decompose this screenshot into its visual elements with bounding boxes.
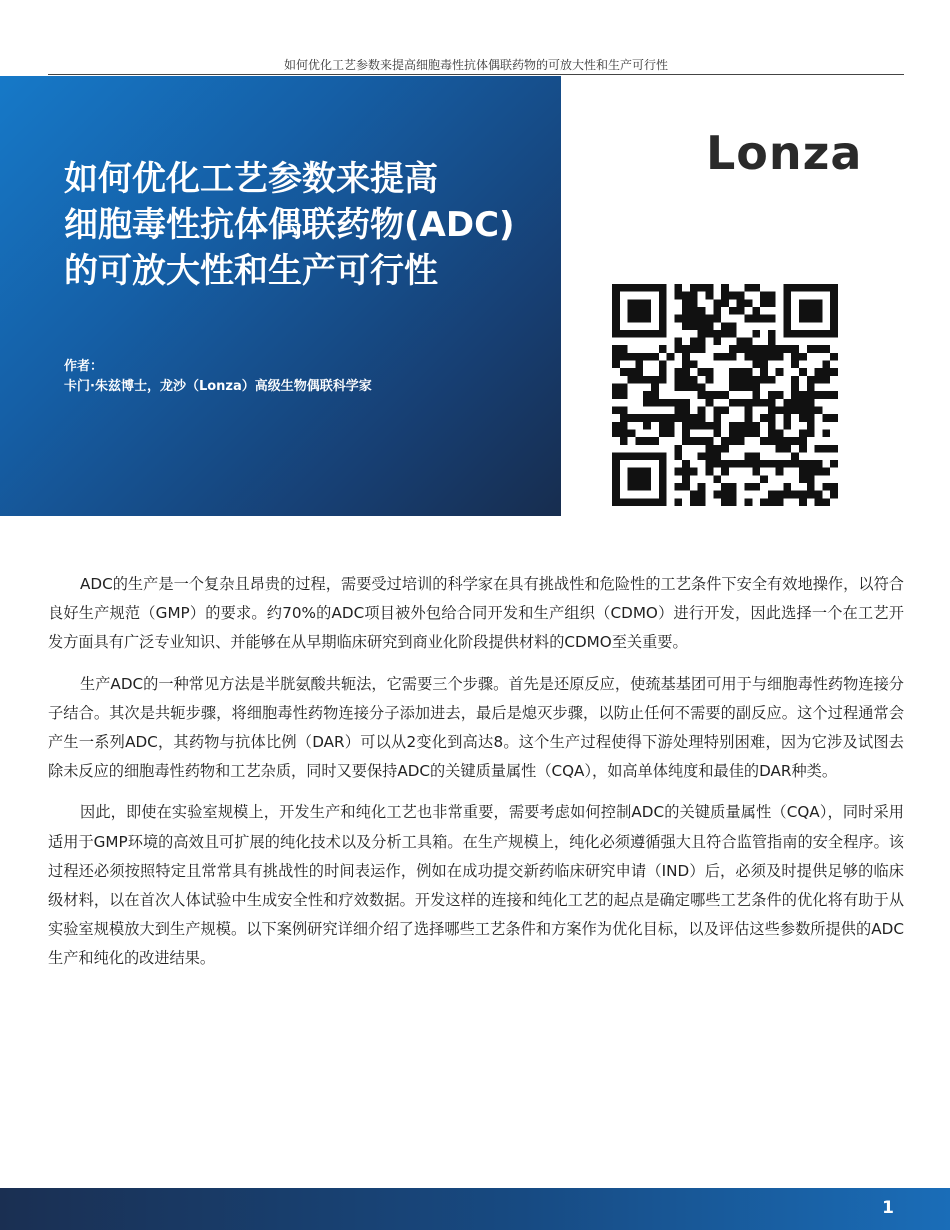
title-line-3: 的可放大性和生产可行性 <box>64 251 438 291</box>
running-header: 如何优化工艺参数来提高细胞毒性抗体偶联药物的可放大性和生产可行性 <box>283 58 668 72</box>
body-text <box>48 570 904 986</box>
paragraph-3: 因此，即使在实验室规模上，开发生产和纯化工艺也非常重要，需要考虑如何控制ADC的关键质量属性（CQA），同时采用适用于GMP环境的高效且可扩展的纯化技术以及分析工具箱。在生产规模上，纯化必须遵循强大且符合监管指南的安全程序。该过程还必须按照特定且常常具有挑战性的时间表运作，例如在成功提交新药临床研究申请（IND）后，必须及时提供足够的临床级材料，以在首次人体试验中生成安全性和疗效数据。开发这样的连接和纯化工艺的起点是确定哪些工艺条件的优化将有助于从实验室规模放大到生产规模。以下案例研究详细介绍了选择哪些工艺条件和方案作为优化目标，以及评估这些参数所提供的ADC生产和纯化的改进结果。 <box>48 803 904 968</box>
document-title <box>64 156 544 294</box>
paragraph-2: 生产ADC的一种常见方法是半胱氨酸共轭法，它需要三个步骤。首先是还原反应，使巯基基团可用于与细胞毒性药物连接分子结合。其次是共轭步骤，将细胞毒性药物连接分子添加进去，最后是熄灭步骤，以防止任何不需要的副反应。这个过程通常会产生一系列ADC，其药物与抗体比例（DAR）可以从2变化到高达8。这个生产过程使得下游处理特别困难，因为它涉及试图去除未反应的细胞毒性药物和工艺杂质，同时又要保持ADC的关键质量属性（CQA），如高单体纯度和最佳的DAR种类。 <box>48 674 904 781</box>
header-divider <box>48 74 904 75</box>
title-line-1: 如何优化工艺参数来提高 <box>64 159 438 199</box>
lonza-logo: Lonza <box>706 126 863 180</box>
title-line-2: 细胞毒性抗体偶联药物(ADC) <box>64 205 515 245</box>
author-name: 卡门·朱兹博士，龙沙（Lonza）高级生物偶联科学家 <box>64 379 372 394</box>
page-number: 1 <box>882 1198 894 1218</box>
author-label: 作者： <box>64 359 104 374</box>
qr-code-icon[interactable] <box>612 284 838 506</box>
hero-banner <box>0 76 561 516</box>
footer-bar <box>0 1188 950 1230</box>
paragraph-1: ADC的生产是一个复杂且昂贵的过程，需要受过培训的科学家在具有挑战性和危险性的工艺条件下安全有效地操作，以符合良好生产规范（GMP）的要求。约70%的ADC项目被外包给合同开发和生产组织（CDMO）进行开发，因此选择一个在工艺开发方面具有广泛专业知识、并能够在从早期临床研究到商业化阶段提供材料的CDMO至关重要。 <box>48 575 904 652</box>
